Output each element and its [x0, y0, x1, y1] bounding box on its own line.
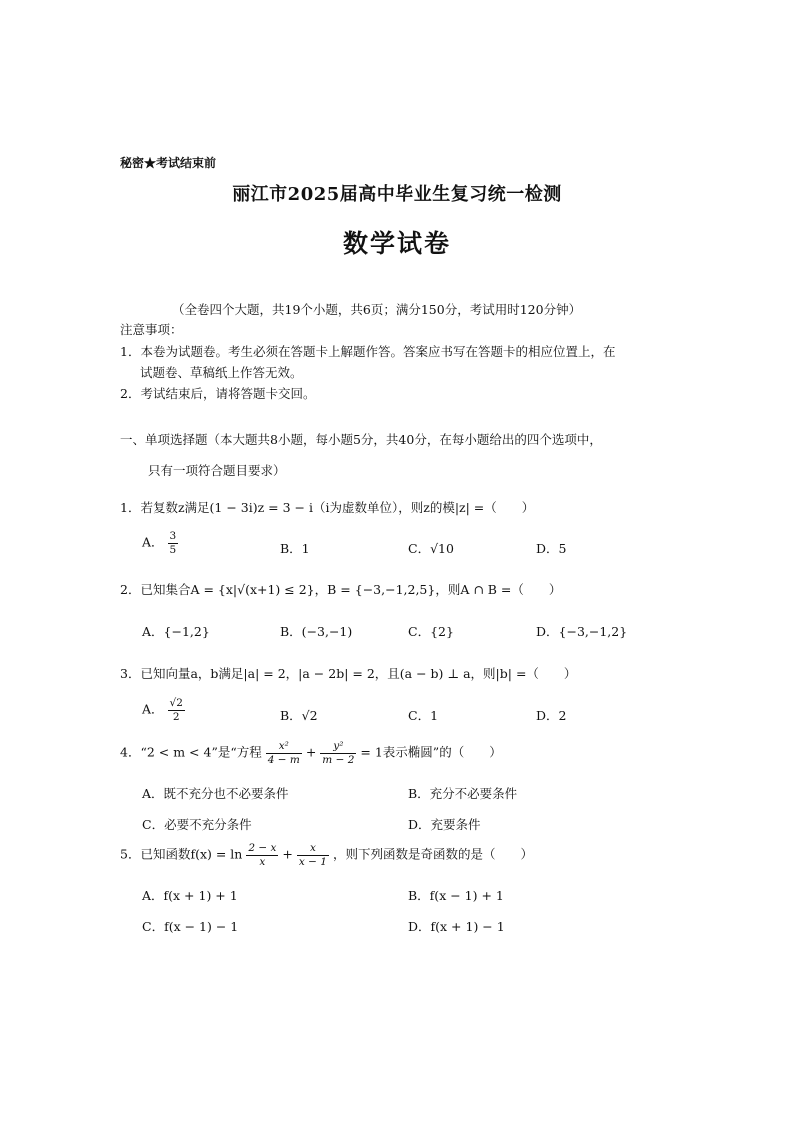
- q1-option-b: B．1: [280, 541, 310, 556]
- q1-option-d: D．5: [536, 541, 567, 556]
- q1-option-a: [142, 530, 178, 556]
- fraction-denominator: 2: [172, 710, 180, 723]
- notice-item-1: 1．本卷为试题卷。考生必须在答题卡上解题作答。答案应书写在答题卡的相应位置上，在: [120, 344, 616, 359]
- q5-option-c: C．f(x − 1) − 1: [142, 919, 239, 934]
- section-heading-cont: 只有一项符合题目要求）: [148, 463, 286, 478]
- q5-option-b: B．f(x − 1) + 1: [408, 888, 504, 903]
- exam-title: 丽江市2025届高中毕业生复习统一检测: [232, 184, 562, 205]
- q4-option-b: B．充分不必要条件: [408, 786, 518, 801]
- section-heading: 一、单项选择题（本大题共8小题，每小题5分，共40分，在每小题给出的四个选项中，: [120, 432, 602, 447]
- q5-option-d: D．f(x + 1) − 1: [408, 919, 505, 934]
- q4-fraction-2: [320, 740, 356, 766]
- q1-option-a-label: A．: [142, 534, 164, 550]
- notice-heading: 注意事项：: [120, 322, 183, 337]
- q4-plus: +: [305, 744, 317, 760]
- q5-stem-start: 5．已知函数f(x) = ln: [120, 846, 243, 862]
- q1-option-c: C．√10: [408, 541, 454, 556]
- question-3-stem: 3．已知向量a，b满足|a| = 2，|a − 2b| = 2，且(a − b) ⊥ a，则|b| =（ ）: [120, 666, 577, 681]
- q4-option-d: D．充要条件: [408, 817, 481, 832]
- q3-option-d: D．2: [536, 708, 567, 723]
- fraction-numerator: 2 − x: [248, 842, 277, 854]
- q4-fraction-1: [266, 740, 302, 766]
- q4-stem-start: 4．“2 < m < 4”是“方程: [120, 744, 262, 760]
- fraction-denominator: 4 − m: [267, 753, 300, 766]
- q5-fraction-1: [246, 842, 278, 868]
- q5-stem-end: ，则下列函数是奇函数的是（ ）: [332, 846, 533, 862]
- q5-fraction-2: [297, 842, 329, 868]
- q5-option-a: A．f(x + 1) + 1: [142, 888, 238, 903]
- question-5-stem: [120, 842, 533, 868]
- fraction-denominator: x − 1: [298, 855, 327, 868]
- q5-plus: +: [282, 846, 293, 862]
- q3-option-a: [142, 697, 185, 723]
- fraction-numerator: √2: [169, 697, 183, 709]
- notice-item-1-cont: 试题卷、草稿纸上作答无效。: [140, 365, 303, 380]
- fraction-numerator: y²: [320, 740, 356, 754]
- q3-option-b: B．√2: [280, 708, 318, 723]
- q2-option-a: A．{−1,2}: [142, 624, 210, 639]
- exam-info: （全卷四个大题，共19个小题，共6页；满分150分，考试用时120分钟）: [172, 302, 582, 317]
- q2-option-c: C．{2}: [408, 624, 454, 639]
- q2-option-d: D．{−3,−1,2}: [536, 624, 628, 639]
- question-1-stem: 1．若复数z满足(1 − 3i)z = 3 − i（i为虚数单位），则z的模|z| =（ ）: [120, 500, 535, 515]
- q3-option-a-label: A．: [142, 701, 164, 717]
- fraction-numerator: x: [297, 842, 329, 856]
- fraction-denominator: 5: [169, 543, 177, 556]
- confidential-label: 秘密★考试结束前: [120, 156, 217, 170]
- q3-option-a-fraction: [168, 697, 185, 723]
- q4-option-c: C．必要不充分条件: [142, 817, 252, 832]
- q2-option-b: B．(−3,−1): [280, 624, 353, 639]
- fraction-numerator: x²: [266, 740, 302, 754]
- question-2-stem: 2．已知集合A = {x|√(x+1) ≤ 2}，B = {−3,−1,2,5}，则A ∩ B =（ ）: [120, 582, 562, 597]
- question-4-stem: [120, 740, 502, 766]
- q1-option-a-fraction: [168, 530, 179, 556]
- fraction-denominator: x: [259, 855, 266, 868]
- fraction-numerator: 3: [169, 530, 177, 542]
- q3-option-c: C．1: [408, 708, 439, 723]
- fraction-denominator: m − 2: [322, 753, 355, 766]
- q4-option-a: A．既不充分也不必要条件: [142, 786, 289, 801]
- subject-title: 数学试卷: [342, 229, 451, 258]
- notice-item-2: 2．考试结束后，请将答题卡交回。: [120, 386, 316, 401]
- q4-stem-end: = 1表示椭圆”的（ ）: [360, 744, 502, 760]
